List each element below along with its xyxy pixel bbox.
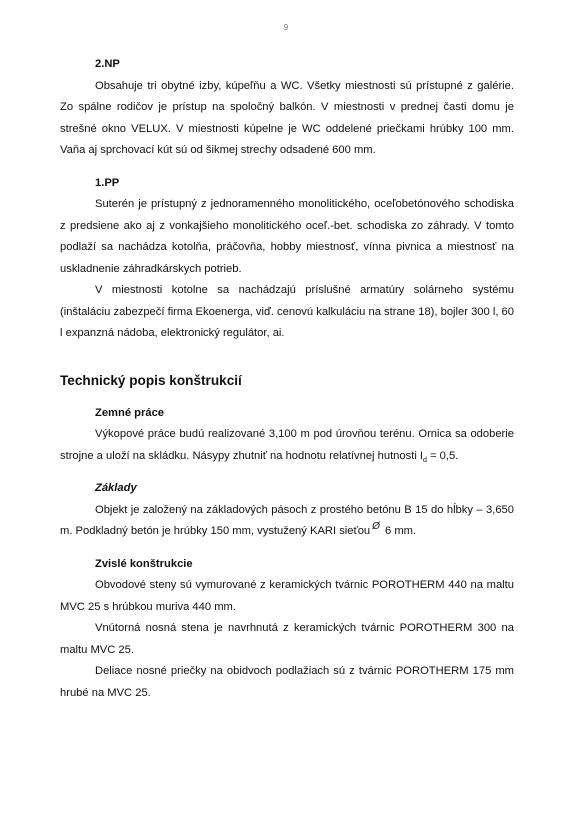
- paragraph-vertical-2: Vnútorná nosná stena je navrhnutá z keramických tvárnic POROTHERM 300 na maltu MVC 25.: [60, 622, 514, 656]
- paragraph-vertical-1: Obvodové steny sú vymurované z keramických tvárnic POROTHERM 440 na maltu MVC 25 s hrúbkou muriva 440 mm.: [60, 579, 514, 613]
- foundations-text: Objekt je založený na základových pásoch z prostého betónu B 15 do hĺbky – 3,650 m. Podkladný betón je hrúbky 150 mm, vystužený KARI sieťou: [60, 503, 514, 537]
- page-number: 9: [283, 23, 289, 32]
- heading-vertical-structures: Zvislé konštrukcie: [95, 557, 193, 570]
- heading-2np: 2.NP: [95, 58, 120, 70]
- diameter-symbol: Ø: [372, 521, 380, 532]
- foundations-text-end: 6 mm.: [381, 525, 417, 537]
- paragraph-1pp-1: Suterén je prístupný z jednoramenného monolitického, oceľobetónového schodiska z predsiene ako aj z vonkajšieho monolitického oceľ.-bet. schodiska zo záhrady. V tomto podlaží sa nachádza kotolňa, práčovňa, hobby miestnosť, vínna pivnica a miestnosť na uskladnenie záhradkárskych potrieb.: [60, 198, 514, 275]
- paragraph-1pp-2: V miestnosti kotolne sa nachádzajú príslušné armatúry solárneho systému (inštaláciu zabezpečí firma Ekoenerga, viď. cenovú kalkuláciu na strane 18), bojler 300 l, 60 l expanzná nádoba, elektronický regulátor, ai.: [60, 284, 515, 339]
- paragraph-2np: Obsahuje tri obytné izby, kúpeľňu a WC. Všetky miestnosti sú prístupné z galérie. Zo spálne rodičov je prístup na spoločný balkón. V miestnosti v prednej časti domu je strešné okno VELUX. V miestnosti kúpelne je WC oddelené priečkami hrúbky 100 mm. Vaňa aj sprchovací kút sú od šikmej strechy odsadené 600 mm.: [60, 79, 514, 156]
- earthworks-subscript: d: [423, 456, 427, 464]
- heading-foundations: Základy: [95, 482, 137, 494]
- earthworks-text: Výkopové práce budú realizované 3,100 m pod úrovňou terénu. Ornica sa odoberie strojne a uloží na skládku. Násypy zhutniť na hodnotu relatívnej hutnosti I: [60, 428, 514, 462]
- heading-earthworks: Zemné práce: [95, 406, 165, 419]
- heading-1pp: 1.PP: [95, 176, 120, 189]
- paragraph-foundations: [60, 500, 514, 543]
- paragraph-vertical-3: Deliace nosné priečky na obidvoch podlažiach sú z tvárnic POROTHERM 175 mm hrubé na MVC 25.: [60, 665, 514, 699]
- section-title: Technický popis konštrukcií: [60, 372, 242, 388]
- page-content: [60, 54, 514, 704]
- paragraph-earthworks: [60, 424, 514, 467]
- earthworks-text-end: = 0,5.: [426, 449, 459, 462]
